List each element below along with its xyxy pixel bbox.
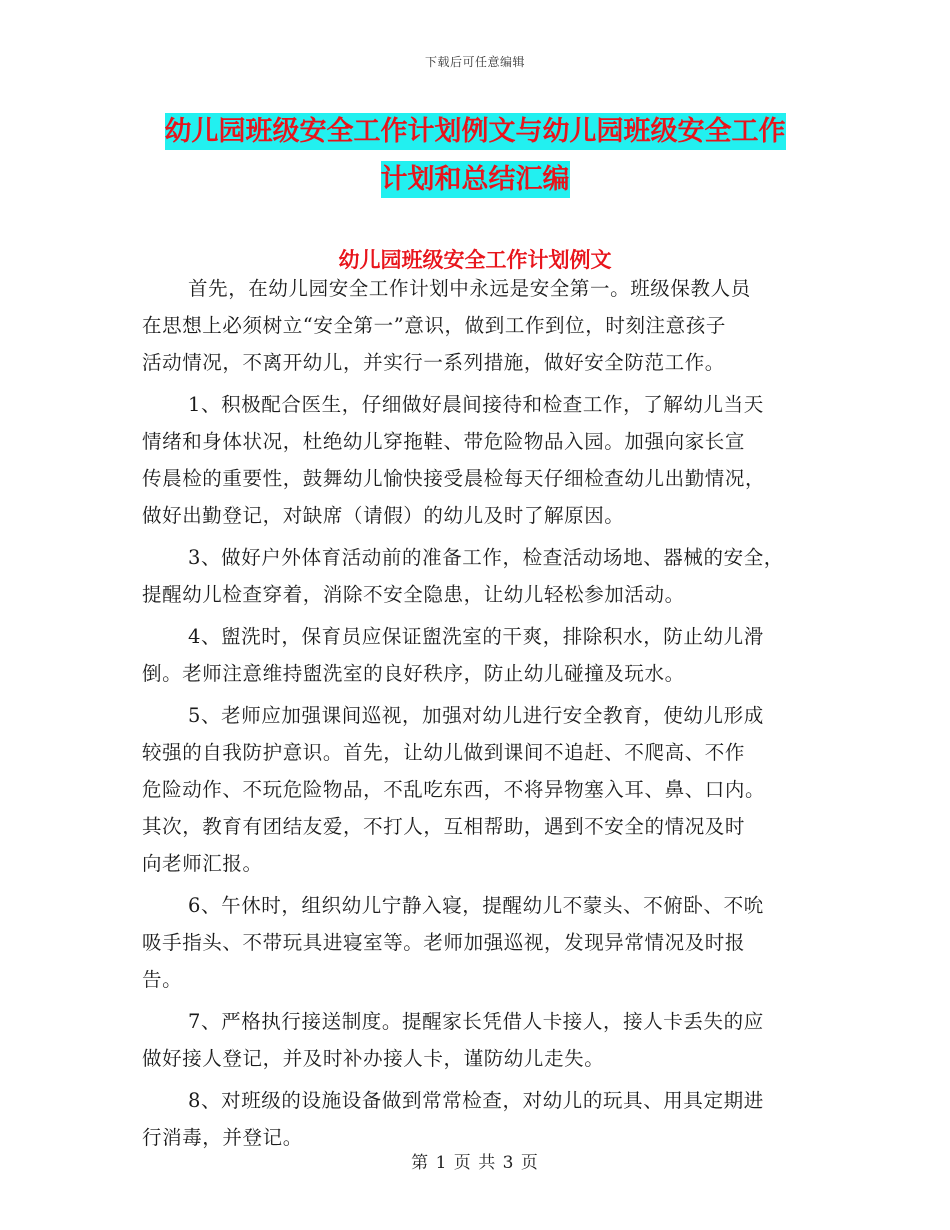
document-body: [142, 270, 810, 1156]
paragraph-line: 活动情况，不离开幼儿，并实行一系列措施，做好安全防范工作。: [142, 351, 725, 374]
document-title-line-2: 计划和总结汇编: [381, 161, 570, 198]
paragraph-line: 8、对班级的设施设备做到常常检查，对幼儿的玩具、用具定期进: [188, 1089, 764, 1112]
paragraph-line: 提醒幼儿检查穿着，消除不安全隐患，让幼儿轻松参加活动。: [142, 583, 685, 606]
paragraph-line: 3、做好户外体育活动前的准备工作，检查活动场地、器械的安全，: [188, 546, 784, 569]
page-number-footer: 第 1 页 共 3 页: [411, 1153, 539, 1173]
paragraph-line: 较强的自我防护意识。首先，让幼儿做到课间不追赶、不爬高、不作: [142, 741, 746, 764]
document-title-line-1: 幼儿园班级安全工作计划例文与幼儿园班级安全工作: [165, 113, 786, 150]
paragraph-line: 做好出勤登记，对缺席（请假）的幼儿及时了解原因。: [142, 504, 625, 527]
paragraph-line: 4、盥洗时，保育员应保证盥洗室的干爽，排除积水，防止幼儿滑: [188, 625, 764, 648]
paragraph-line: 1、积极配合医生，仔细做好晨间接待和检查工作，了解幼儿当天: [188, 393, 764, 416]
paragraph-line: 危险动作、不玩危险物品，不乱吃东西，不将异物塞入耳、鼻、口内。: [142, 778, 766, 801]
paragraph-line: 6、午休时，组织幼儿宁静入寝，提醒幼儿不蒙头、不俯卧、不吮: [188, 894, 764, 917]
paragraph-line: 向老师汇报。: [142, 852, 263, 875]
paragraph-line: 首先，在幼儿园安全工作计划中永远是安全第一。班级保教人员: [188, 277, 751, 300]
paragraph-line: 情绪和身体状况，杜绝幼儿穿拖鞋、带危险物品入园。加强向家长宣: [142, 430, 746, 453]
paragraph-line: 倒。老师注意维持盥洗室的良好秩序，防止幼儿碰撞及玩水。: [142, 662, 685, 685]
paragraph-line: 吸手指头、不带玩具进寝室等。老师加强巡视，发现异常情况及时报: [142, 931, 746, 954]
paragraph-line: 其次，教育有团结友爱，不打人，互相帮助，遇到不安全的情况及时: [142, 815, 746, 838]
paragraph-line: 5、老师应加强课间巡视，加强对幼儿进行安全教育，使幼儿形成: [188, 704, 764, 727]
paragraph-line: 传晨检的重要性，鼓舞幼儿愉快接受晨检每天仔细检查幼儿出勤情况，: [142, 467, 766, 490]
paragraph-line: 行消毒，并登记。: [142, 1126, 303, 1149]
section-title: 幼儿园班级安全工作计划例文: [338, 248, 612, 272]
paragraph-line: 7、严格执行接送制度。提醒家长凭借人卡接人，接人卡丢失的应: [188, 1010, 764, 1033]
paragraph-line: 做好接人登记，并及时补办接人卡，谨防幼儿走失。: [142, 1047, 605, 1070]
document-title: [0, 108, 950, 204]
paragraph-line: 在思想上必须树立“安全第一”意识，做到工作到位，时刻注意孩子: [142, 314, 726, 337]
header-note: 下载后可任意编辑: [424, 55, 525, 69]
paragraph-line: 告。: [142, 968, 183, 991]
